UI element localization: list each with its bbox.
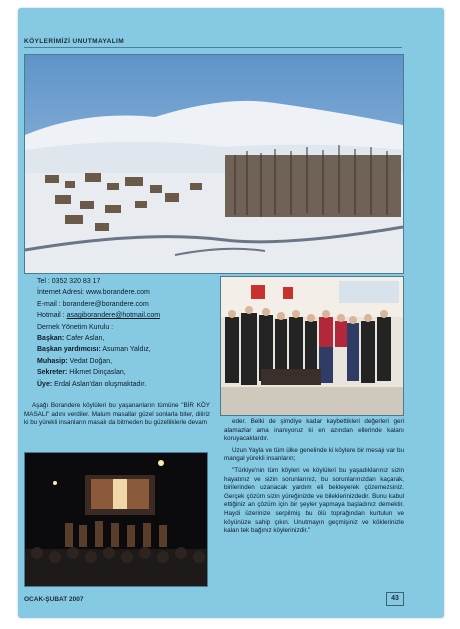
header-divider bbox=[24, 47, 402, 48]
email-line: E-mail : borandere@borandere.com bbox=[37, 300, 149, 308]
board-accountant: Muhasip: Vedat Doğan, bbox=[37, 357, 113, 365]
website-line: İnternet Adresi: www.borandere.com bbox=[37, 289, 150, 297]
board-president: Başkan: Cafer Aslan, bbox=[37, 335, 105, 343]
winter-village-image bbox=[25, 55, 403, 273]
board-heading: Dernek Yönetim Kurulu : bbox=[37, 323, 114, 331]
contact-info-block bbox=[37, 276, 219, 390]
phone-line: Tel : 0352 320 83 17 bbox=[37, 278, 101, 285]
winter-village-photo bbox=[24, 54, 404, 274]
story-column-right bbox=[224, 418, 404, 539]
group-of-villagers-photo bbox=[220, 276, 404, 416]
page-number: 43 bbox=[386, 592, 404, 606]
right-paragraph: eder. Belki de şimdiye kadar kaybettikleri değerleri geri alamazlar ama inanıyoruz ki en azından ellerinde kalanı koruyacaklardır. bbox=[224, 418, 404, 443]
night-festival-photo bbox=[24, 452, 208, 587]
hotmail-address: asagiborandere@hotmail.com bbox=[66, 312, 161, 320]
right-paragraph: Uzun Yayla ve tüm ülke genelinde ki köylere bir mesajı var bu mangal yürekli insanların; bbox=[224, 446, 404, 463]
story-paragraph-left: Aşağı Borandere köylüleri bu yaşananların tümüne "BİR KÖY MASALI" adını verdiler. Malum masallar güzel sonlarla biter, diliriz ki bu yürekli insanların masalı da bitmeden bu güzelliklerle devam bbox=[24, 402, 210, 427]
board-member: Üye: Erdal Aslan'dan oluşmaktadır. bbox=[37, 380, 147, 388]
hotmail-line: Hotmail : asagiborandere@hotmail.com bbox=[37, 312, 161, 320]
villagers-image bbox=[221, 277, 403, 415]
quote-paragraph: "Türkiye'nin tüm köyleri ve köylüleri bu yaşadıklarınız sizin hayatınız ve sizin sorunlarınız, bu sorunlarınızdan kaçarak, birilerinden uzanacak yardım eli bekleyerek çözemezsiniz. Gerçek çözüm sizin yüreğinizde ve bileklerinizdedir. Bunu kabul ettiğiniz an çözüm için bir şeyler yapmaya başladınız demektir. Haydi üzerinize serpilmiş bu ölü toprağından kurtulun ve köyünüze sahip çıkın. Unutmayın geçmişiniz ve köklerinizle kalan tek bağınız köylerinizdir." bbox=[224, 466, 404, 535]
board-secretary: Sekreter: Hikmet Dinçaslan, bbox=[37, 369, 126, 377]
section-title: KÖYLERİMİZİ UNUTMAYALIM bbox=[24, 38, 125, 45]
board-vice-president: Başkan yardımcısı: Asuman Yaldız, bbox=[37, 346, 151, 354]
issue-date: OCAK-ŞUBAT 2007 bbox=[24, 596, 84, 603]
festival-image bbox=[25, 453, 207, 586]
